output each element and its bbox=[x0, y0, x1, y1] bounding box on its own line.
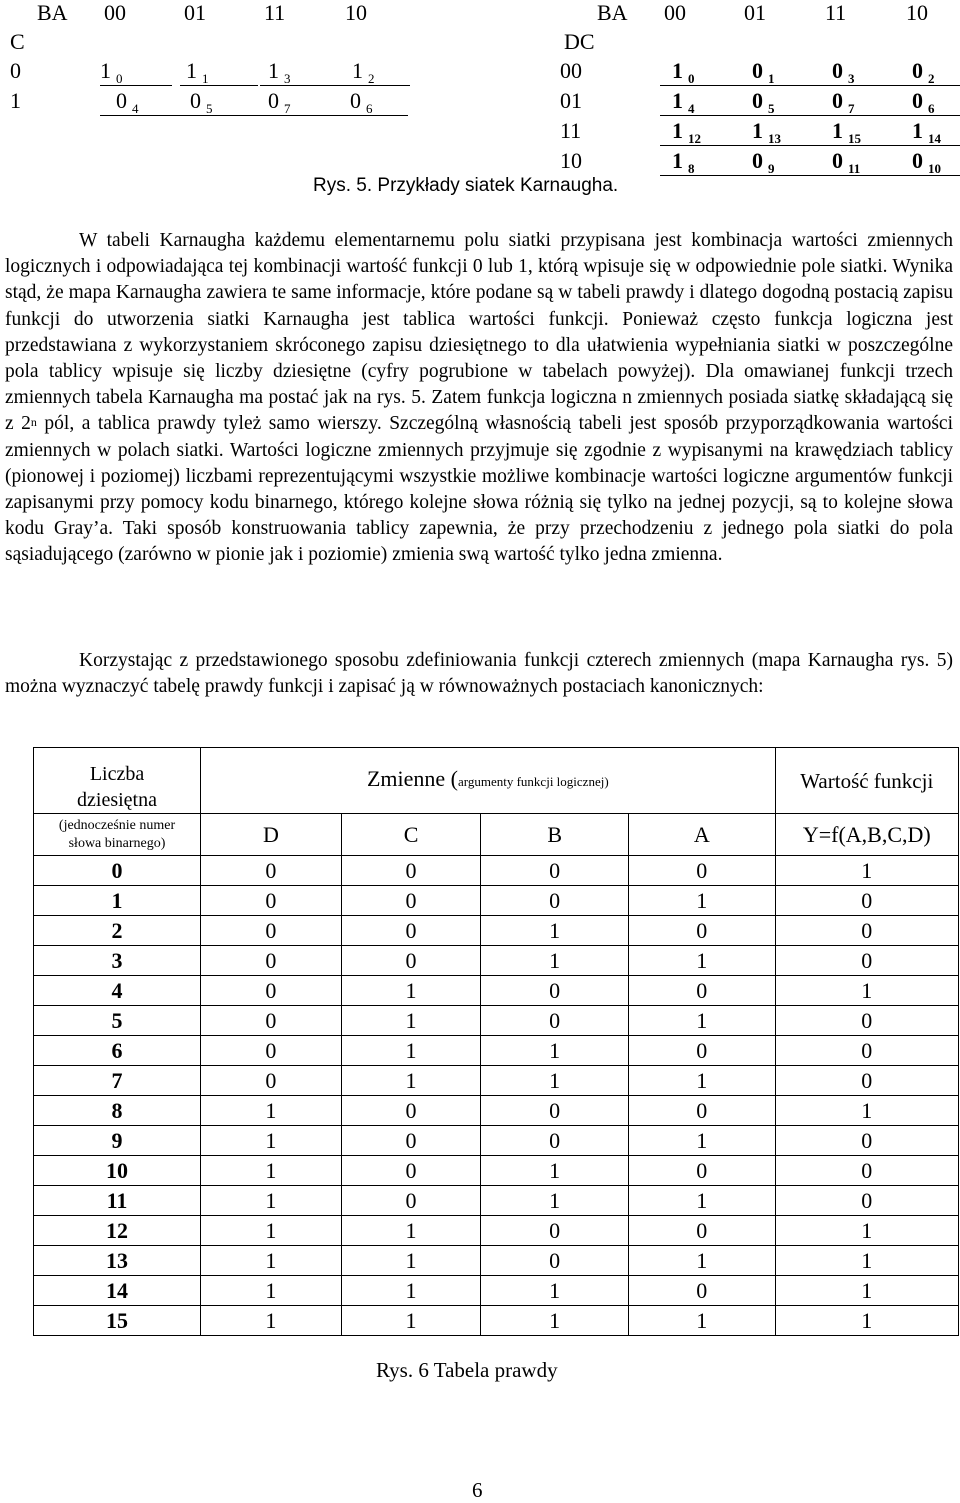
col-header-y: Y=f(A,B,C,D) bbox=[775, 814, 958, 856]
cell-c: 1 bbox=[341, 1066, 481, 1096]
cell-b: 1 bbox=[481, 1036, 629, 1066]
table-row bbox=[34, 1126, 959, 1156]
header-decimal bbox=[34, 748, 201, 814]
kmap-corner-ba: BA bbox=[597, 0, 628, 25]
cell-a: 0 bbox=[628, 1276, 775, 1306]
cell-b: 0 bbox=[481, 1006, 629, 1036]
kmap-corner-ba: BA bbox=[37, 0, 68, 25]
kmap-col-label: 10 bbox=[906, 0, 928, 25]
cell-d: 0 bbox=[201, 886, 342, 916]
cell-a: 1 bbox=[628, 1246, 775, 1276]
cell-decimal: 10 bbox=[34, 1156, 201, 1186]
cell-y: 0 bbox=[775, 1156, 958, 1186]
kmap-cell: 1 $_2$ bbox=[340, 57, 410, 86]
kmap-cell: 1 $_4$ bbox=[660, 87, 746, 116]
cell-c: 0 bbox=[341, 946, 481, 976]
cell-y: 0 bbox=[775, 1066, 958, 1096]
cell-d: 1 bbox=[201, 1126, 342, 1156]
cell-d: 0 bbox=[201, 976, 342, 1006]
paragraph-text: pól, a tablica prawdy tyleż samo wierszy. Szczególną własnością tabeli jest sposób przyporządkowania wartości zmiennych w polach siatki. Wartości logiczne zmiennych przyjmuje się zgodnie z wypisanymi na krawędziach tablicy (pionowej i poziomej) liczbami reprezentującymi wszystkie możliwe kombinacje wartości logiczne argumentów funkcji zapisanymi przy pomocy kodu binarnego, którego kolejne słowa różnią się tylko na jednej pozycji, są to kolejne słowa kodu Gray’a. Taki sposób konstruowania tablicy zapewnia, że przy przechodzeniu z jednego pola siatki do pola sąsiadującego (zarówno w pionie jak i poziomie) zmienia swą wartość tylko jedna zmienna. bbox=[5, 413, 953, 566]
header-decimal-line1: Liczba bbox=[89, 763, 145, 785]
cell-decimal: 9 bbox=[34, 1126, 201, 1156]
header-variables-small: argumenty funkcji logicznej) bbox=[458, 774, 609, 789]
kmap-cell: 1 $_3$ bbox=[260, 57, 340, 86]
cell-y: 0 bbox=[775, 1006, 958, 1036]
table-row bbox=[34, 1006, 959, 1036]
cell-y: 0 bbox=[775, 946, 958, 976]
cell-c: 1 bbox=[341, 1006, 481, 1036]
table-row bbox=[34, 1186, 959, 1216]
table-row bbox=[34, 1276, 959, 1306]
cell-d: 0 bbox=[201, 1066, 342, 1096]
col-header-b: B bbox=[481, 814, 629, 856]
kmap-cell: 0 $_2$ bbox=[900, 57, 960, 86]
cell-a: 1 bbox=[628, 1126, 775, 1156]
cell-y: 0 bbox=[775, 916, 958, 946]
cell-c: 1 bbox=[341, 1306, 481, 1336]
table-row bbox=[34, 886, 959, 916]
cell-c: 1 bbox=[341, 1246, 481, 1276]
cell-y: 1 bbox=[775, 1246, 958, 1276]
kmap-cell: 0 $_{10}$ bbox=[900, 147, 960, 176]
cell-c: 0 bbox=[341, 856, 481, 886]
cell-c: 0 bbox=[341, 1156, 481, 1186]
truth-table-body bbox=[34, 856, 959, 1336]
col-header-a: A bbox=[628, 814, 775, 856]
col-header-d: D bbox=[201, 814, 342, 856]
exponent-superscript: n bbox=[30, 415, 37, 430]
cell-a: 1 bbox=[628, 1186, 775, 1216]
cell-y: 1 bbox=[775, 1306, 958, 1336]
table-row bbox=[34, 1216, 959, 1246]
cell-decimal: 4 bbox=[34, 976, 201, 1006]
header-decimal-line2: dziesiętna bbox=[77, 789, 157, 811]
header-variables-text: Zmienne ( bbox=[366, 766, 458, 791]
cell-a: 0 bbox=[628, 976, 775, 1006]
kmap-cell: 0 $_9$ bbox=[740, 147, 826, 176]
kmap-cell: 0 $_4$ bbox=[100, 87, 188, 116]
kmap-cell: 0 $_{11}$ bbox=[820, 147, 906, 176]
cell-y: 1 bbox=[775, 976, 958, 1006]
kmap-cell: 0 $_3$ bbox=[820, 57, 906, 86]
kmap-col-label: 01 bbox=[184, 0, 206, 25]
kmap-corner-dc: DC bbox=[564, 29, 595, 54]
cell-b: 1 bbox=[481, 1306, 629, 1336]
col-header-c: C bbox=[341, 814, 481, 856]
table-row bbox=[34, 1306, 959, 1336]
cell-d: 1 bbox=[201, 1246, 342, 1276]
kmap-cell: 0 $_7$ bbox=[260, 87, 340, 116]
cell-b: 0 bbox=[481, 976, 629, 1006]
header-decimal-note-line1: (jednocześnie numer bbox=[58, 817, 176, 833]
cell-b: 0 bbox=[481, 856, 629, 886]
kmap-cell: 0 $_5$ bbox=[740, 87, 826, 116]
table-row bbox=[34, 1246, 959, 1276]
cell-c: 1 bbox=[341, 1036, 481, 1066]
cell-b: 1 bbox=[481, 916, 629, 946]
cell-c: 1 bbox=[341, 1216, 481, 1246]
kmap-cell: 1 $_0$ bbox=[100, 57, 172, 86]
header-function-value: Wartość funkcji bbox=[775, 748, 958, 814]
kmap-row-label: 01 bbox=[560, 88, 582, 113]
table-row bbox=[34, 1066, 959, 1096]
cell-d: 1 bbox=[201, 1306, 342, 1336]
header-decimal-note bbox=[34, 814, 201, 856]
cell-c: 0 bbox=[341, 1096, 481, 1126]
cell-d: 1 bbox=[201, 1216, 342, 1246]
cell-b: 0 bbox=[481, 1216, 629, 1246]
cell-c: 0 bbox=[341, 886, 481, 916]
cell-y: 0 bbox=[775, 1186, 958, 1216]
cell-c: 0 bbox=[341, 1186, 481, 1216]
cell-y: 0 bbox=[775, 886, 958, 916]
cell-b: 1 bbox=[481, 1066, 629, 1096]
kmap-cell: 0 $_6$ bbox=[900, 87, 960, 116]
cell-decimal: 6 bbox=[34, 1036, 201, 1066]
cell-a: 0 bbox=[628, 1156, 775, 1186]
cell-a: 0 bbox=[628, 856, 775, 886]
cell-d: 1 bbox=[201, 1186, 342, 1216]
kmap-cell: 0 $_7$ bbox=[820, 87, 906, 116]
cell-y: 1 bbox=[775, 1096, 958, 1126]
cell-b: 1 bbox=[481, 946, 629, 976]
kmap-cell: 1 $_{14}$ bbox=[900, 117, 960, 146]
cell-a: 1 bbox=[628, 1006, 775, 1036]
cell-d: 0 bbox=[201, 1036, 342, 1066]
cell-c: 0 bbox=[341, 916, 481, 946]
figure-5-caption: Rys. 5. Przykłady siatek Karnaugha. bbox=[313, 175, 619, 196]
figure-6-caption: Rys. 6 Tabela prawdy bbox=[376, 1358, 558, 1382]
cell-b: 0 bbox=[481, 886, 629, 916]
cell-d: 0 bbox=[201, 916, 342, 946]
cell-decimal: 12 bbox=[34, 1216, 201, 1246]
cell-y: 1 bbox=[775, 1276, 958, 1306]
cell-decimal: 5 bbox=[34, 1006, 201, 1036]
kmap-col-label: 10 bbox=[345, 0, 367, 25]
cell-y: 1 bbox=[775, 1216, 958, 1246]
cell-c: 0 bbox=[341, 1126, 481, 1156]
kmap-cell: 1 $_{13}$ bbox=[740, 117, 826, 146]
kmap-cell: 1 $_1$ bbox=[180, 57, 258, 86]
kmap-cell: 0 $_6$ bbox=[340, 87, 408, 116]
cell-d: 1 bbox=[201, 1096, 342, 1126]
truth-table bbox=[33, 747, 959, 1336]
cell-b: 1 bbox=[481, 1156, 629, 1186]
header-decimal-note-line2: słowa binarnego) bbox=[68, 835, 166, 851]
table-row bbox=[34, 976, 959, 1006]
cell-d: 0 bbox=[201, 946, 342, 976]
kmap-cell: 1 $_0$ bbox=[660, 57, 746, 86]
kmap-cell: 1 $_{12}$ bbox=[660, 117, 746, 146]
kmap-col-label: 11 bbox=[825, 0, 847, 25]
cell-y: 0 bbox=[775, 1036, 958, 1066]
cell-b: 0 bbox=[481, 1126, 629, 1156]
cell-d: 1 bbox=[201, 1156, 342, 1186]
cell-a: 1 bbox=[628, 1066, 775, 1096]
cell-decimal: 2 bbox=[34, 916, 201, 946]
cell-decimal: 14 bbox=[34, 1276, 201, 1306]
cell-decimal: 7 bbox=[34, 1066, 201, 1096]
cell-b: 0 bbox=[481, 1096, 629, 1126]
kmap-row-label: 10 bbox=[560, 148, 582, 173]
kmap-col-label: 00 bbox=[104, 0, 126, 25]
cell-y: 1 bbox=[775, 856, 958, 886]
cell-decimal: 8 bbox=[34, 1096, 201, 1126]
cell-c: 1 bbox=[341, 1276, 481, 1306]
kmap-cell: 1 $_8$ bbox=[660, 147, 746, 176]
karnaugh-map-4var bbox=[560, 0, 960, 185]
cell-decimal: 13 bbox=[34, 1246, 201, 1276]
kmap-cell: 0 $_1$ bbox=[740, 57, 826, 86]
cell-b: 1 bbox=[481, 1186, 629, 1216]
kmap-row-label: 00 bbox=[560, 58, 582, 83]
cell-a: 1 bbox=[628, 886, 775, 916]
table-row bbox=[34, 856, 959, 886]
cell-decimal: 3 bbox=[34, 946, 201, 976]
cell-d: 1 bbox=[201, 1276, 342, 1306]
cell-decimal: 11 bbox=[34, 1186, 201, 1216]
cell-a: 1 bbox=[628, 946, 775, 976]
table-row bbox=[34, 1096, 959, 1126]
kmap-row-label: 11 bbox=[560, 118, 582, 143]
cell-a: 1 bbox=[628, 1306, 775, 1336]
body-paragraph-1 bbox=[5, 228, 953, 569]
kmap-corner-c: C bbox=[10, 29, 25, 54]
kmap-cell: 0 $_5$ bbox=[180, 87, 262, 116]
cell-a: 0 bbox=[628, 1036, 775, 1066]
kmap-col-label: 11 bbox=[264, 0, 286, 25]
kmap-col-label: 01 bbox=[744, 0, 766, 25]
table-row bbox=[34, 1036, 959, 1066]
cell-b: 0 bbox=[481, 1246, 629, 1276]
cell-decimal: 15 bbox=[34, 1306, 201, 1336]
kmap-cell: 1 $_{15}$ bbox=[820, 117, 906, 146]
cell-decimal: 0 bbox=[34, 856, 201, 886]
table-row bbox=[34, 946, 959, 976]
cell-a: 0 bbox=[628, 1096, 775, 1126]
cell-decimal: 1 bbox=[34, 886, 201, 916]
header-variables bbox=[201, 748, 776, 814]
kmap-row-label: 0 bbox=[10, 58, 21, 83]
cell-d: 0 bbox=[201, 856, 342, 886]
cell-b: 1 bbox=[481, 1276, 629, 1306]
paragraph-text: W tabeli Karnaugha każdemu elementarnemu polu siatki przypisana jest kombinacja wartości zmiennych logicznych i odpowiadająca tej kombinacji wartość funkcji 0 lub 1, którą wpisuje się w odpowiednie pole siatki. Wynika stąd, że mapa Karnaugha zawiera te same informacje, które podane są w tabeli prawdy i dlatego dogodną postacią zapisu funkcji do utworzenia siatki Karnaugha jest tablica wartości funkcji. Ponieważ często funkcja logiczna jest przedstawiana z wykorzystaniem skróconego zapisu dziesiętnego to dla ułatwienia wypełniania siatki w poszczególne pola tablicy wpisuje się liczby dziesiętne (cyfry pogrubione w tabelach powyżej). Dla omawianej funkcji trzech zmiennych tabela Karnaugha ma postać jak na rys. 5. Zatem funkcja logiczna n zmiennych posiada siatkę składającą się z 2 bbox=[5, 230, 953, 435]
karnaugh-map-3var bbox=[0, 0, 400, 120]
body-paragraph-2: Korzystając z przedstawionego sposobu zdefiniowania funkcji czterech zmiennych (mapa Karnaugha rys. 5) można wyznaczyć tabelę prawdy funkcji i zapisać ją w równoważnych postaciach kanonicznych: bbox=[5, 650, 953, 698]
kmap-row-label: 1 bbox=[10, 88, 21, 113]
cell-a: 0 bbox=[628, 916, 775, 946]
cell-c: 1 bbox=[341, 976, 481, 1006]
table-row bbox=[34, 916, 959, 946]
page-number: 6 bbox=[472, 1478, 483, 1502]
cell-y: 0 bbox=[775, 1126, 958, 1156]
cell-a: 0 bbox=[628, 1216, 775, 1246]
table-row bbox=[34, 1156, 959, 1186]
kmap-col-label: 00 bbox=[664, 0, 686, 25]
cell-d: 0 bbox=[201, 1006, 342, 1036]
